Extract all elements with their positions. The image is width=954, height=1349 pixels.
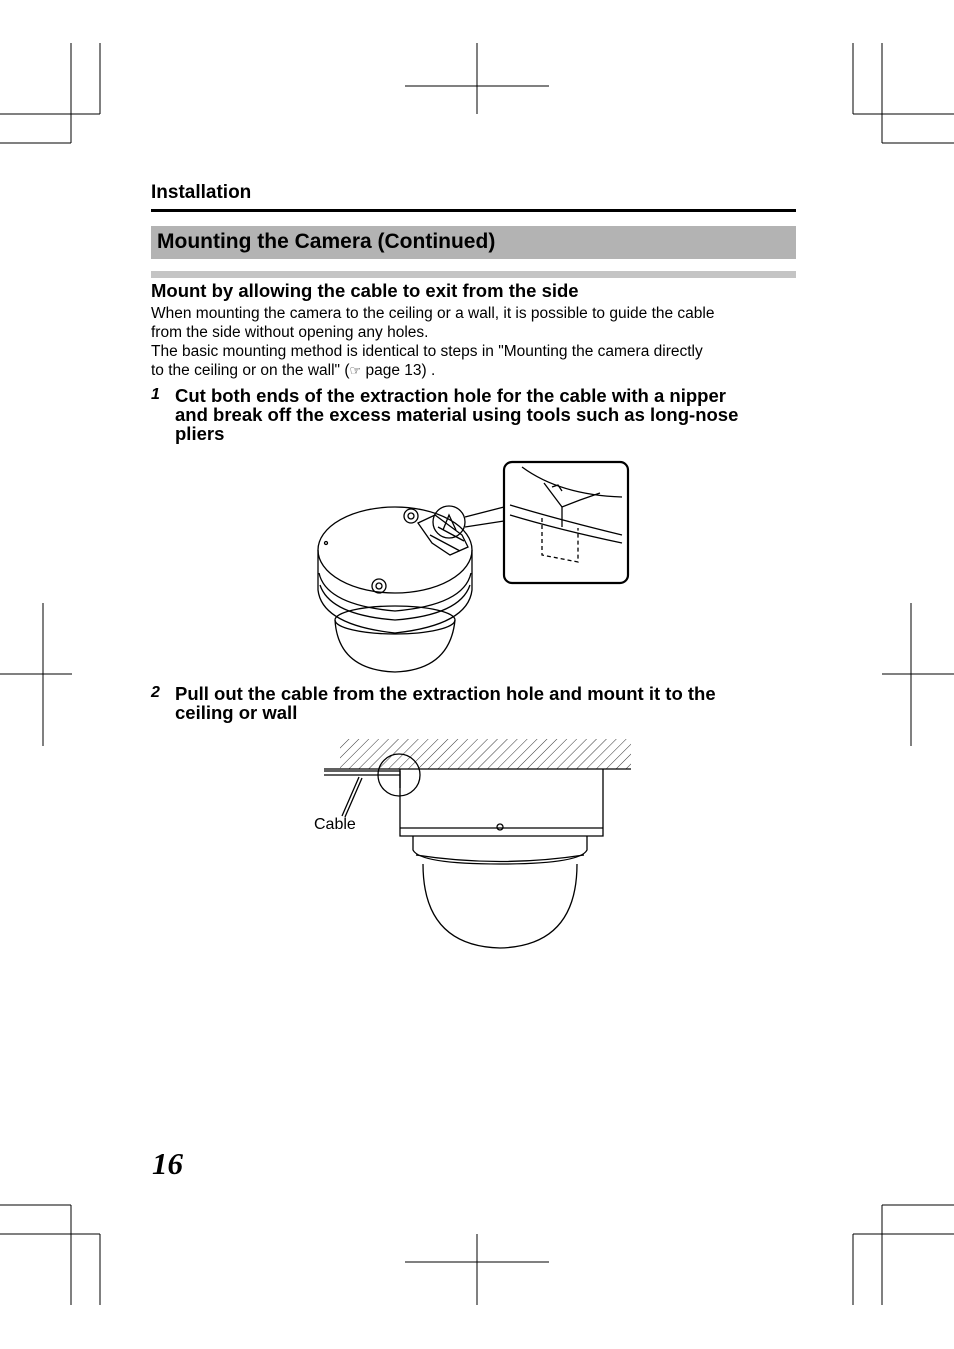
subheading: Mount by allowing the cable to exit from the side xyxy=(151,280,579,301)
figure-camera-top xyxy=(300,455,640,677)
intro-paragraph xyxy=(151,304,801,380)
step-number: 2 xyxy=(151,684,160,701)
intro-line xyxy=(151,361,801,380)
step-1-text xyxy=(175,386,800,443)
step-number: 1 xyxy=(151,386,160,403)
intro-line: from the side without opening any holes. xyxy=(151,324,429,341)
step-line: pliers xyxy=(175,423,225,444)
step-line: and break off the excess material using tools such as long-nose xyxy=(175,404,739,425)
page-reference: page 13) . xyxy=(361,362,436,379)
intro-line: When mounting the camera to the ceiling or a wall, it is possible to guide the cable xyxy=(151,305,715,322)
page-number: 16 xyxy=(152,1146,183,1181)
section-label: Installation xyxy=(151,182,252,203)
header-rule xyxy=(151,209,796,212)
step-line: ceiling or wall xyxy=(175,702,298,723)
pointing-hand-icon: ☞ xyxy=(349,363,362,378)
cable-label: Cable xyxy=(314,816,356,833)
ceiling-hatch xyxy=(340,739,631,769)
figure-camera-mounted xyxy=(320,738,635,953)
step-2-text xyxy=(175,684,800,722)
title-underline xyxy=(151,271,796,278)
step-line: Cut both ends of the extraction hole for the cable with a nipper xyxy=(175,385,726,406)
intro-line: The basic mounting method is identical to steps in "Mounting the camera directly xyxy=(151,343,703,360)
step-line: Pull out the cable from the extraction hole and mount it to the xyxy=(175,683,716,704)
page-title: Mounting the Camera (Continued) xyxy=(157,230,496,253)
intro-text: to the ceiling or on the wall" ( xyxy=(151,362,350,379)
